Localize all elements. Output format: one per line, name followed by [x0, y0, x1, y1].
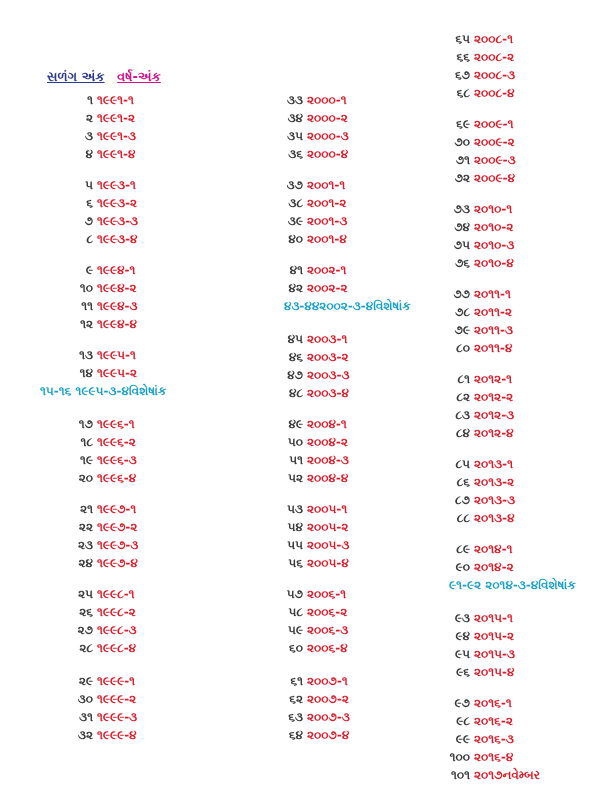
issue-entry	[0, 214, 138, 228]
serial-number: ૨૭	[77, 623, 93, 637]
serial-number: ૧૯	[80, 453, 93, 467]
serial-number: ૪૯	[288, 417, 303, 431]
issue-entry	[436, 714, 513, 728]
issue-entry	[0, 299, 138, 313]
issue-entry	[436, 408, 514, 422]
issue-entry	[436, 153, 516, 167]
year-issue-code: ૨૦૧૧-૨	[474, 305, 513, 319]
year-issue-code: ૨૦૦૭-૨	[307, 692, 349, 706]
issue-entry	[436, 390, 513, 404]
year-issue-code: ૨૦૦૫-૨	[307, 520, 349, 534]
year-issue-code: ૨૦૧૫-૪	[474, 665, 515, 679]
serial-number: ૮૬	[456, 475, 470, 489]
serial-number: ૮૩	[455, 408, 470, 422]
special-issue-entry	[449, 578, 576, 592]
issue-entry	[0, 623, 137, 637]
serial-number: ૬૯	[456, 117, 470, 131]
serial-number: ૧૦	[79, 281, 93, 295]
issue-entry	[279, 502, 347, 516]
serial-number: ૭૮	[455, 305, 470, 319]
year-issue-code: ૨૦૦૨-૨	[307, 281, 348, 295]
year-issue-code: ૧૯૯૪-૧	[97, 263, 136, 277]
issue-entry	[0, 196, 137, 210]
year-issue-code: ૨૦૧૬-૩	[474, 732, 514, 746]
serial-number: ૧૦૦	[449, 750, 470, 764]
issue-entry	[436, 68, 515, 82]
issue-entry	[0, 728, 137, 742]
issue-entry	[279, 129, 349, 143]
serial-number: ૧૭	[78, 417, 93, 431]
serial-number: ૬૦	[289, 641, 303, 655]
year-issue-code: ૧૯૯૩-૨	[97, 196, 138, 210]
year-issue-code: ૨૦૦૪-૨	[307, 435, 348, 449]
serial-number: ૭	[84, 214, 93, 228]
issue-entry	[436, 457, 513, 471]
year-issue-code: ૨૦૦૧-૨	[307, 196, 347, 210]
year-issue-code: ૧૯૯૬-૨	[97, 435, 136, 449]
serial-number: ૨૨	[78, 520, 93, 534]
serial-number: ૫૩	[287, 502, 303, 516]
year-issue-code: ૨૦૧૨-૧	[474, 372, 513, 386]
serial-number: ૯૩	[454, 611, 470, 625]
year-issue-code: ૧૯૯૮-૨	[97, 605, 136, 619]
special-issue-label: ૯૧-૯૨ ૨૦૧૪-૩-૪વિશેષાંક	[449, 578, 576, 592]
issue-entry	[436, 750, 513, 764]
year-issue-code: ૧૯૯૭-૩	[97, 538, 139, 552]
issue-entry	[279, 587, 346, 601]
year-issue-code: ૧૯૯૯-૨	[97, 692, 137, 706]
year-issue-code: ૨૦૧૦-૧	[474, 202, 513, 216]
serial-number: ૩૫	[287, 129, 303, 143]
serial-number: ૮૮	[456, 511, 470, 525]
issue-entry	[436, 305, 512, 319]
year-issue-code: ૨૦૦૬-૪	[307, 641, 348, 655]
serial-number: ૫૪	[287, 520, 303, 534]
issue-entry	[436, 511, 515, 525]
issue-entry	[436, 768, 540, 782]
special-issue-entry	[284, 299, 411, 313]
year-issue-code: ૨૦૦૦-૧	[307, 93, 347, 107]
issue-entry	[0, 710, 137, 724]
serial-number: ૨૫	[78, 587, 93, 601]
serial-number: ૫૧	[289, 453, 303, 467]
issue-entry	[0, 453, 137, 467]
special-issue-entry	[40, 384, 166, 398]
year-issue-code: ૨૦૦૯-૨	[474, 135, 515, 149]
year-issue-heading: વર્ષ-અંક	[117, 70, 161, 85]
issue-entry	[279, 196, 346, 210]
year-issue-code: ૨૦૧૩-૩	[474, 493, 516, 507]
issue-entry	[436, 696, 512, 710]
issue-entry	[0, 641, 136, 655]
year-issue-code: ૨૦૧૫-૨	[474, 629, 515, 643]
issue-entry	[279, 147, 348, 161]
year-issue-code: ૨૦૧૦-૪	[474, 256, 514, 270]
issue-entry	[436, 86, 515, 100]
serial-number: ૬૫	[455, 32, 470, 46]
issue-entry	[0, 317, 137, 331]
issue-entry	[0, 538, 138, 552]
serial-number: ૮૦	[456, 341, 470, 355]
year-issue-code: ૧૯૯૮-૩	[97, 623, 137, 637]
year-issue-code: ૧૯૯૪-૪	[97, 317, 137, 331]
issue-entry	[279, 93, 347, 107]
issue-entry	[436, 732, 514, 746]
issue-entry	[279, 350, 349, 364]
issue-entry	[436, 560, 514, 574]
year-issue-code: ૨૦૦૦-૪	[307, 147, 349, 161]
issue-entry	[436, 287, 511, 301]
issue-entry	[0, 520, 137, 534]
issue-entry	[0, 605, 136, 619]
serial-number: ૬૮	[456, 86, 470, 100]
issue-entry	[436, 629, 514, 643]
year-issue-code: ૧૯૯૧-૨	[97, 111, 135, 125]
serial-number: ૬૬	[456, 50, 470, 64]
issue-entry	[436, 238, 514, 252]
serial-number: ૩૪	[287, 111, 303, 125]
serial-number: ૪૨	[288, 281, 303, 295]
year-issue-code: ૨૦૦૬-૩	[307, 623, 349, 637]
year-issue-code: ૧૯૯૮-૪	[97, 641, 137, 655]
year-issue-code: ૧૯૯૪-૩	[97, 299, 138, 313]
issue-entry	[279, 332, 347, 346]
year-issue-code: ૨૦૦૯-૪	[474, 171, 516, 185]
year-issue-code: ૨૦૦૭-૪	[307, 728, 350, 742]
issue-entry	[436, 171, 515, 185]
issue-entry	[436, 475, 514, 489]
serial-number: ૪૦	[288, 232, 303, 246]
serial-number: ૧૦૧	[451, 768, 470, 782]
serial-number: ૨૪	[78, 556, 93, 570]
year-issue-code: ૨૦૧૧-૪	[474, 341, 513, 355]
year-issue-code: ૨૦૦૩-૩	[307, 368, 350, 382]
issue-entry	[436, 372, 512, 386]
year-issue-code: ૨૦૦૧-૩	[307, 214, 348, 228]
issue-entry	[0, 348, 136, 362]
year-issue-code: ૨૦૦૪-૩	[307, 453, 349, 467]
issue-entry	[0, 147, 135, 161]
serial-number: ૮૭	[455, 493, 470, 507]
issue-entry	[0, 111, 135, 125]
issue-entry	[0, 471, 136, 485]
issue-entry	[279, 435, 348, 449]
issue-entry	[0, 232, 138, 246]
special-issue-label: ૪૩-૪૪૨૦૦૨-૩-૪વિશેષાંક	[284, 299, 411, 313]
year-issue-code: ૧૯૯૭-૧	[97, 502, 137, 516]
serial-number: ૨૬	[79, 605, 93, 619]
year-issue-code: ૨૦૧૩-૧	[474, 457, 514, 471]
issue-entry	[436, 426, 514, 440]
serial-number: ૪૮	[288, 386, 303, 400]
serial-number: ૫૨	[288, 471, 303, 485]
issue-entry	[279, 605, 347, 619]
year-issue-code: ૨૦૧૭નવેમ્બર	[474, 768, 540, 782]
year-issue-code: ૧૯૯૯-૧	[97, 674, 136, 688]
serial-number: ૧૧	[81, 299, 93, 313]
serial-number-heading: સળંગ અંક	[47, 70, 105, 85]
year-issue-code: ૨૦૦૩-૪	[307, 386, 349, 400]
year-issue-code: ૨૦૦૦-૨	[307, 111, 348, 125]
serial-number: ૮૯	[456, 542, 470, 556]
year-issue-code: ૨૦૧૨-૨	[474, 390, 514, 404]
issue-entry	[0, 93, 134, 107]
serial-number: ૭૧	[455, 153, 470, 167]
serial-number: ૩૯	[287, 214, 303, 228]
year-issue-code: ૨૦૦૨-૧	[307, 263, 347, 277]
issue-entry	[436, 323, 513, 337]
year-issue-code: ૧૯૯૧-૩	[97, 129, 136, 143]
serial-number: ૬૭	[454, 68, 470, 82]
issue-entry	[0, 263, 135, 277]
serial-number: ૮	[86, 232, 93, 246]
year-issue-code: ૨૦૦૯-૧	[474, 117, 514, 131]
issue-entry	[436, 611, 513, 625]
serial-number: ૩૬	[288, 147, 303, 161]
year-issue-code: ૨૦૧૨-૩	[474, 408, 515, 422]
serial-number: ૫૦	[287, 435, 303, 449]
serial-number: ૬૧	[290, 674, 303, 688]
year-issue-code: ૧૯૯૬-૪	[97, 471, 137, 485]
year-issue-code: ૨૦૧૩-૨	[474, 475, 515, 489]
serial-number: ૬૪	[288, 728, 303, 742]
issue-entry	[0, 129, 136, 143]
issue-entry	[279, 386, 349, 400]
issue-entry	[436, 220, 513, 234]
year-issue-code: ૧૯૯૩-૪	[97, 232, 138, 246]
serial-number: ૯૪	[455, 629, 470, 643]
issue-entry	[279, 281, 348, 295]
serial-number: ૫૬	[288, 556, 303, 570]
year-issue-code: ૨૦૧૧-૩	[474, 323, 514, 337]
serial-number: ૬	[86, 196, 93, 210]
issue-entry	[0, 587, 135, 601]
serial-number: ૩૮	[288, 196, 303, 210]
serial-number: ૫	[85, 178, 93, 192]
year-issue-code: ૧૯૯૩-૩	[97, 214, 139, 228]
serial-number: ૯૯	[455, 732, 470, 746]
serial-number: ૭૬	[454, 256, 470, 270]
year-issue-code: ૨૦૦૬-૧	[307, 587, 347, 601]
serial-number: ૨૮	[79, 641, 93, 655]
serial-number: ૨૧	[80, 502, 93, 516]
year-issue-code: ૨૦૦૮-૪	[474, 86, 515, 100]
special-issue-label: ૧૫-૧૬ ૧૯૯૫-૩-૪વિશેષાંક	[40, 384, 167, 398]
year-issue-code: ૧૯૯૯-૩	[97, 710, 138, 724]
serial-number: ૮૧	[457, 372, 470, 386]
issue-entry	[0, 417, 135, 431]
serial-number: ૪	[85, 147, 93, 161]
serial-number: ૫૭	[286, 587, 303, 601]
issue-entry	[279, 710, 350, 724]
issue-entry	[0, 435, 136, 449]
issue-entry	[0, 281, 137, 295]
year-issue-code: ૧૯૯૧-૪	[97, 147, 136, 161]
serial-number: ૪૧	[289, 263, 303, 277]
serial-number: ૨૯	[78, 674, 93, 688]
year-issue-code: ૧૯૯૪-૨	[97, 281, 137, 295]
serial-number: ૭૪	[454, 220, 470, 234]
issue-entry	[279, 520, 348, 534]
issue-entry	[279, 674, 348, 688]
year-issue-code: ૨૦૦૦-૩	[307, 129, 349, 143]
year-issue-code: ૨૦૦૩-૧	[307, 332, 348, 346]
issue-entry	[436, 665, 514, 679]
issue-entry	[279, 368, 349, 382]
year-issue-code: ૨૦૧૬-૧	[474, 696, 512, 710]
year-issue-code: ૨૦૧૫-૩	[474, 647, 516, 661]
year-issue-code: ૧૯૯૮-૧	[97, 587, 135, 601]
year-issue-code: ૨૦૦૮-૧	[474, 32, 513, 46]
issue-entry	[279, 214, 347, 228]
serial-number: ૭૩	[453, 202, 470, 216]
year-issue-code: ૨૦૧૬-૨	[474, 714, 513, 728]
year-issue-code: ૨૦૦૧-૪	[307, 232, 347, 246]
serial-number: ૧૪	[79, 366, 93, 380]
serial-number: ૮૪	[455, 426, 470, 440]
serial-number: ૪૫	[287, 332, 303, 346]
serial-number: ૯૭	[454, 696, 470, 710]
issue-entry	[436, 341, 512, 355]
year-issue-code: ૨૦૦૫-૧	[307, 502, 348, 516]
issue-entry	[279, 728, 349, 742]
issue-entry	[279, 538, 349, 552]
serial-number: ૭૭	[453, 287, 470, 301]
year-issue-code: ૨૦૧૧-૧	[474, 287, 511, 301]
issue-entry	[279, 556, 349, 570]
serial-number: ૯૬	[456, 665, 470, 679]
serial-number: ૩૨	[77, 728, 93, 742]
year-issue-code: ૨૦૧૦-૩	[474, 238, 515, 252]
serial-number: ૩૧	[79, 710, 93, 724]
issue-entry	[279, 623, 348, 637]
year-issue-code: ૧૯૯૭-૪	[97, 556, 138, 570]
year-issue-code: ૨૦૦૪-૪	[307, 471, 349, 485]
serial-number: ૬૨	[289, 692, 303, 706]
issue-entry	[0, 692, 136, 706]
year-issue-code: ૧૯૯૫-૨	[97, 366, 137, 380]
serial-number: ૫૮	[288, 605, 303, 619]
issue-entry	[279, 111, 348, 125]
issue-entry	[436, 256, 514, 270]
serial-number: ૯૫	[455, 647, 470, 661]
issue-entry	[0, 366, 137, 380]
year-issue-code: ૧૯૯૩-૧	[97, 178, 136, 192]
serial-number: ૪૬	[288, 350, 303, 364]
serial-number: ૯	[85, 263, 93, 277]
year-issue-code: ૧૯૯૭-૨	[97, 520, 138, 534]
year-issue-code: ૨૦૦૭-૩	[307, 710, 350, 724]
year-issue-code: ૧૯૯૫-૧	[97, 348, 136, 362]
serial-number: ૮૨	[456, 390, 470, 404]
issue-entry	[279, 453, 349, 467]
year-issue-code: ૨૦૦૬-૨	[307, 605, 348, 619]
serial-number: ૯૦	[455, 560, 470, 574]
year-issue-code: ૧૯૯૯-૪	[97, 728, 137, 742]
year-issue-code: ૨૦૦૪-૧	[307, 417, 347, 431]
year-issue-code: ૨૦૦૮-૨	[474, 50, 515, 64]
serial-number: ૫૫	[287, 538, 303, 552]
serial-number: ૩	[85, 129, 93, 143]
issue-entry	[279, 471, 348, 485]
serial-number: ૨૩	[77, 538, 93, 552]
issue-entry	[436, 542, 512, 556]
serial-number: ૩૦	[77, 692, 93, 706]
serial-number: ૨	[85, 111, 93, 125]
issue-entry	[279, 692, 349, 706]
issue-entry	[436, 117, 513, 131]
serial-number: ૬૩	[288, 710, 303, 724]
year-issue-code: ૨૦૧૬-૪	[474, 750, 514, 764]
issue-entry	[0, 556, 138, 570]
serial-number: ૫૯	[288, 623, 303, 637]
year-issue-code: ૨૦૧૫-૧	[474, 611, 513, 625]
serial-number: ૨૦	[78, 471, 93, 485]
year-issue-code: ૧૯૯૬-૧	[97, 417, 135, 431]
serial-number: ૯૮	[456, 714, 470, 728]
year-issue-code: ૨૦૦૯-૩	[474, 153, 516, 167]
year-issue-code: ૨૦૦૩-૨	[307, 350, 349, 364]
year-issue-code: ૨૦૦૭-૧	[307, 674, 348, 688]
serial-number: ૩૭	[286, 178, 303, 192]
issue-entry	[436, 493, 515, 507]
year-issue-code: ૧૯૯૬-૩	[97, 453, 137, 467]
serial-number: ૧	[87, 93, 93, 107]
issue-entry	[279, 263, 346, 277]
issue-entry	[0, 502, 136, 516]
year-issue-code: ૨૦૧૪-૧	[474, 542, 513, 556]
issue-entry	[0, 178, 136, 192]
year-issue-code: ૨૦૦૫-૪	[307, 556, 349, 570]
serial-number: ૧૩	[79, 348, 93, 362]
issue-entry	[436, 32, 513, 46]
table-header	[47, 70, 161, 86]
year-issue-code: ૧૯૯૧-૧	[97, 93, 134, 107]
year-issue-code: ૨૦૧૨-૪	[474, 426, 514, 440]
issue-entry	[436, 647, 515, 661]
serial-number: ૧૨	[80, 317, 93, 331]
serial-number: ૪૭	[287, 368, 303, 382]
issue-entry	[436, 50, 514, 64]
year-issue-code: ૨૦૧૪-૨	[474, 560, 514, 574]
serial-number: ૭૦	[454, 135, 470, 149]
issue-entry	[0, 674, 135, 688]
serial-number: ૧૮	[80, 435, 93, 449]
year-issue-code: ૨૦૦૧-૧	[307, 178, 346, 192]
issue-entry	[436, 135, 515, 149]
year-issue-code: ૨૦૧૦-૨	[474, 220, 514, 234]
issue-entry	[279, 232, 347, 246]
issue-entry	[436, 202, 512, 216]
year-issue-code: ૨૦૦૫-૩	[307, 538, 350, 552]
issue-entry	[279, 641, 348, 655]
serial-number: ૭૫	[453, 238, 470, 252]
issue-entry	[279, 417, 347, 431]
serial-number: ૭૨	[454, 171, 470, 185]
issue-entry	[279, 178, 345, 192]
serial-number: ૭૯	[454, 323, 470, 337]
serial-number: ૮૫	[455, 457, 470, 471]
serial-number: ૩૩	[287, 93, 303, 107]
year-issue-code: ૨૦૧૩-૪	[474, 511, 515, 525]
year-issue-code: ૨૦૦૮-૩	[474, 68, 516, 82]
